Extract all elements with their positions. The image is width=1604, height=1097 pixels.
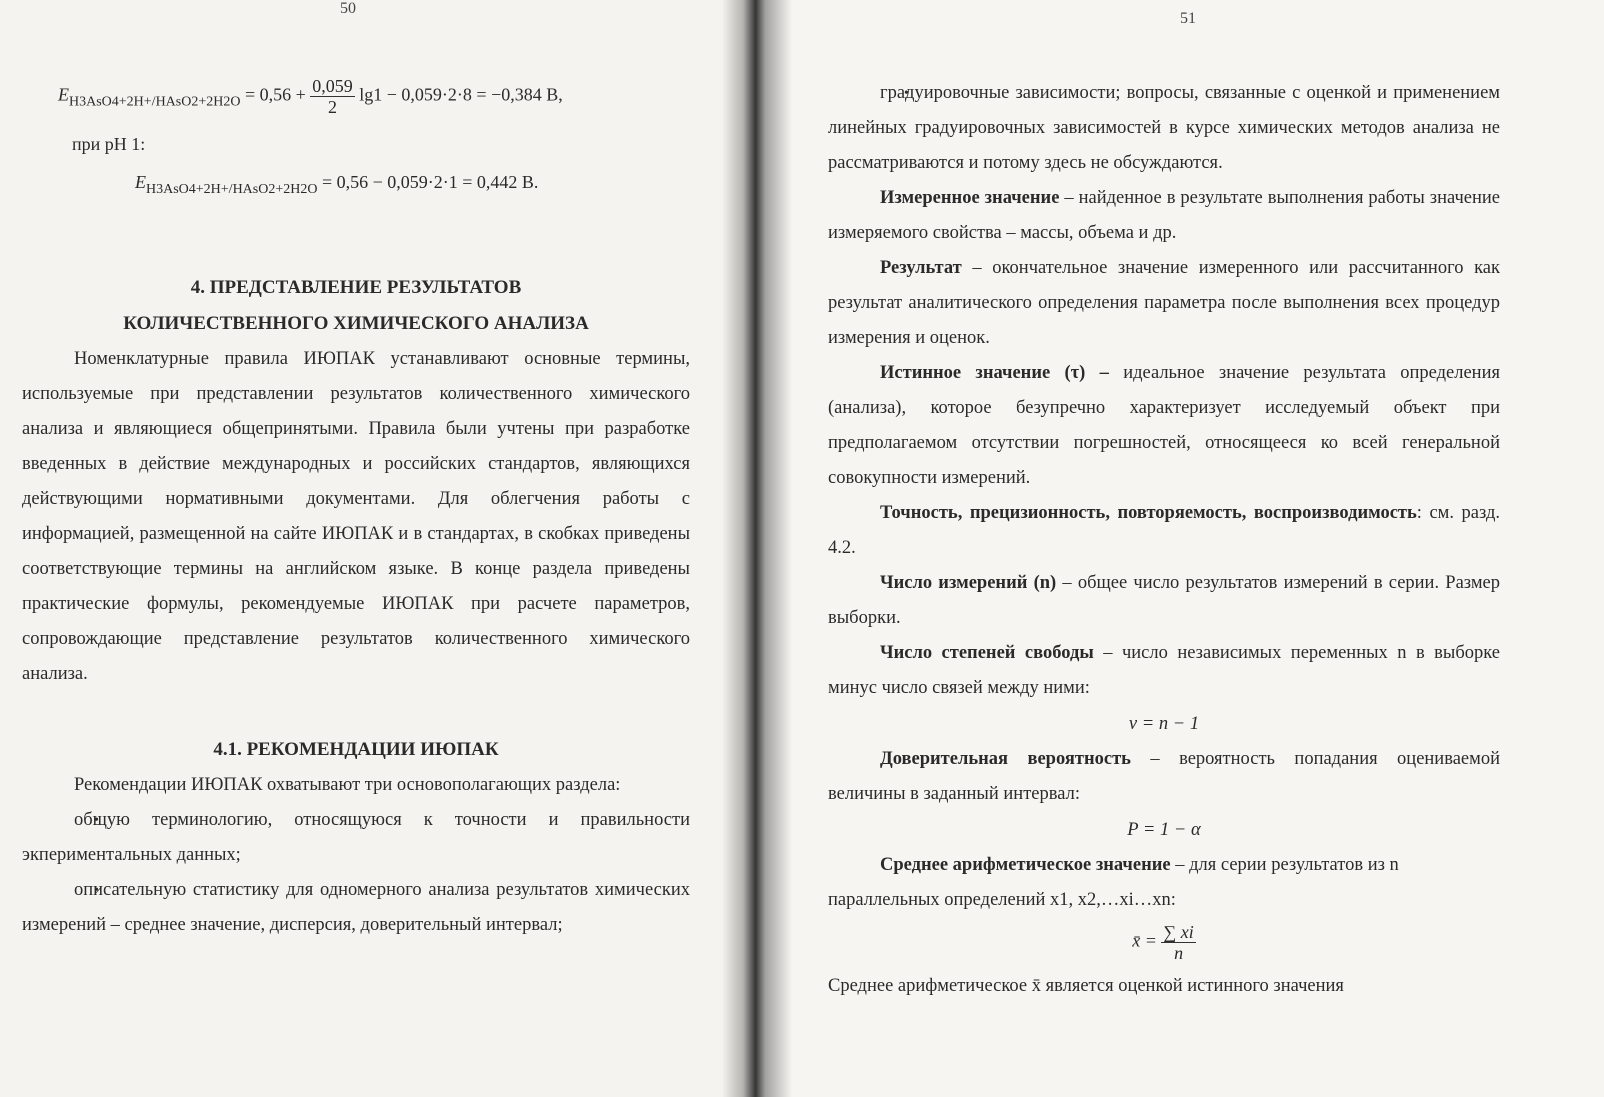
left-page (0, 0, 740, 1097)
right-page (740, 0, 1604, 1097)
formula-fraction (310, 76, 355, 117)
def-degrees-of-freedom: – число независимых переменных n в выборке минус число связей между ними: (828, 643, 1500, 698)
bullet-text-calibration: градуировочные зависимости; вопросы, связанные с оценкой и применением линейных градуировочных зависимостей в курсе химических методов анализа не рассматриваются и потому здесь не обсуждаются. (828, 83, 1500, 173)
formula-rhs-a: = 0,56 + (244, 84, 306, 105)
intro-paragraph: Номенклатурные правила ИЮПАК устанавливают основные термины, используемые при представлении результатов количественного химического анализа и являющиеся общепринятыми. Правила были учтены при разработке введенных в действие международных и российских стандартов, являющихся действующими нормативными документами. Для облегчения работы с информацией, размещенной на сайте ИЮПАК и в стандартах, в скобках приведены соответствующие термины на английском языке. В конце раздела приведены практические формулы, рекомендуемые ИЮПАК при расчете параметров, сопровождающие представление результатов количественного химического анализа. (22, 349, 690, 684)
definition-result (828, 251, 1500, 356)
formula-subscript: H3AsO4+2H+/HAsO2+2H2O (69, 94, 241, 110)
bullet-item-statistics (22, 873, 690, 943)
fraction-numerator: 0,059 (312, 76, 353, 96)
term-arithmetic-mean: Среднее арифметическое значение (880, 855, 1171, 875)
formula-rhs-b: lg1 − 0,059·2·8 = −0,384 В, (359, 84, 563, 105)
bullet-item-calibration (828, 76, 1500, 181)
term-true-value: Истинное значение (τ) – (880, 363, 1109, 383)
term-measured-value: Измеренное значение (880, 188, 1060, 208)
recommendations-paragraph: Рекомендации ИЮПАК охватывают три основополагающих раздела: (74, 775, 621, 795)
formula-degrees-of-freedom: ν = n − 1 (1128, 714, 1200, 734)
def-confidence-probability: – вероятность попадания оцениваемой величины в заданный интервал: (828, 749, 1500, 804)
def-result: – окончательное значение измеренного или рассчитанного как результат аналитического определения параметра после выполнения всех процедур измерения и оценок. (828, 258, 1500, 348)
mean-denominator: n (1174, 943, 1184, 963)
definition-degrees-of-freedom (828, 636, 1500, 706)
definition-measured-value (828, 181, 1500, 251)
mean-numerator: ∑ xi (1163, 922, 1194, 942)
bullet-item-terminology (22, 803, 690, 873)
bullet-text-statistics: описательную статистику для одномерного анализа результатов химических измерений – среднее значение, дисперсия, доверительный интервал; (22, 880, 690, 935)
formula-ph-first: $E_{H3AsO4+2H+/HAsO2+2H2O} = 0,56$ + $\frac{0,059}{2}$ lg1 − 0,059·2·8 = −0,384 В, (58, 76, 563, 117)
formula-mean (828, 922, 1500, 963)
mean-note: Среднее арифметическое x̄ является оценкой истинного значения (828, 976, 1344, 996)
term-number-of-measurements: Число измерений (n) (880, 573, 1057, 593)
mean-fraction (1161, 922, 1195, 963)
term-confidence-probability: Доверительная вероятность (880, 749, 1131, 769)
def-arithmetic-mean: – для серии результатов из n (1170, 855, 1399, 875)
term-accuracy: Точность, прецизионность, повторяемость, воспроизводимость (880, 503, 1417, 523)
ph-text: при pH 1: (72, 134, 146, 154)
def-number-of-measurements: – общее число результатов измерений в серии. Размер выборки. (828, 573, 1500, 628)
section-4-1 (22, 732, 690, 943)
section-4 (22, 270, 690, 692)
definition-confidence-probability (828, 742, 1500, 812)
fraction-denominator: 2 (328, 97, 338, 117)
page-number-right: 51 (1180, 10, 1196, 27)
formula-ph-second: $E_{H3AsO4+2H+/HAsO2+2H2O} = 0,56 - 0,059\cdot 2\cdot 1 = 0,442$ В. (135, 172, 539, 197)
definition-accuracy (828, 496, 1500, 566)
section-heading-line1: 4. ПРЕДСТАВЛЕНИЕ РЕЗУЛЬТАТОВ (190, 277, 522, 298)
subsection-heading: 4.1. РЕКОМЕНДАЦИИ ИЮПАК (213, 739, 499, 760)
definition-true-value (828, 356, 1500, 496)
formula-rhs-2: = 0,56 − 0,059·2·1 = 0,442 В. (321, 172, 539, 192)
definition-number-of-measurements (828, 566, 1500, 636)
def-measured-value: – найденное в результате выполнения работы значение измеряемого свойства – массы, объема и др. (828, 188, 1500, 243)
term-result: Результат (880, 258, 962, 278)
page-number-left: 50 (340, 0, 356, 17)
mean-line-2: параллельных определений x1, x2,…xi…xn: (828, 890, 1176, 910)
def-accuracy: : см. разд. 4.2. (828, 503, 1500, 558)
formula-subscript-2: H3AsO4+2H+/HAsO2+2H2O (146, 182, 318, 197)
definition-arithmetic-mean (828, 848, 1500, 883)
definitions-list (828, 76, 1500, 1004)
mean-lhs: x̄ = (1132, 930, 1157, 951)
term-degrees-of-freedom: Число степеней свободы (880, 643, 1094, 663)
def-true-value: идеальное значение результата определения (анализа), которое безупречно характеризует исследуемый объект при предполагаемом отсутствии погрешностей, относящееся ко всей генеральной совокупности измерений. (828, 363, 1500, 488)
section-heading-line2: КОЛИЧЕСТВЕННОГО ХИМИЧЕСКОГО АНАЛИЗА (123, 313, 589, 334)
bullet-text-terminology: общую терминологию, относящуюся к точности и правильности экпериментальных данных; (22, 810, 690, 865)
formula-confidence: P = 1 − α (1127, 820, 1201, 840)
